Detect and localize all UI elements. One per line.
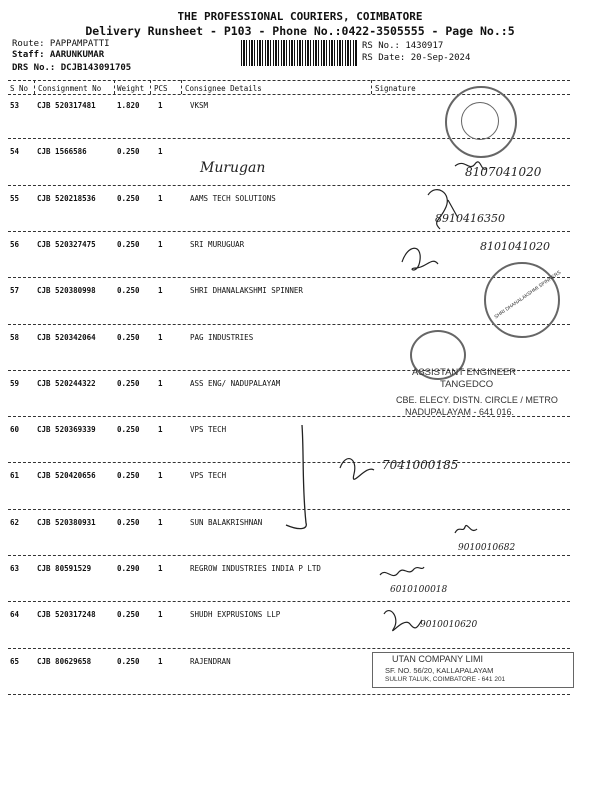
row-weight: 0.250	[117, 194, 140, 203]
row-consignee: PAG INDUSTRIES	[190, 333, 254, 342]
row-consignment: CJB 1566586	[37, 147, 87, 156]
document-subtitle: Delivery Runsheet - P103 - Phone No.:0422-3505555 - Page No.:5	[85, 24, 515, 38]
row-consignee: SHRI DHANALAKSHMI SPINNER	[190, 286, 303, 295]
handwritten-phone-54: 8107041020	[465, 165, 542, 179]
row-consignment: CJB 80591529	[37, 564, 92, 573]
row-weight: 0.250	[117, 471, 140, 480]
row-consignment: CJB 520420656	[37, 471, 96, 480]
row-pcs: 1	[158, 471, 163, 480]
row-pcs: 1	[158, 518, 163, 527]
row-pcs: 1	[158, 425, 163, 434]
col-header-consignment: Consignment No	[38, 84, 102, 93]
col-header-consignee: Consignee Details	[185, 84, 262, 93]
row-consignee: SHUDH EXPRUSIONS LLP	[190, 610, 281, 619]
handwritten-phone-64: 9010010620	[420, 620, 478, 630]
row-consignment: CJB 520380931	[37, 518, 96, 527]
stamp-company-line2: SF. NO. 56/20, KALLAPALAYAM	[385, 666, 494, 675]
signature-61	[340, 459, 374, 480]
row-pcs: 1	[158, 101, 163, 110]
drs-number: DRS No.: DCJB143091705	[12, 63, 132, 73]
row-consignment: CJB 520317481	[37, 101, 96, 110]
col-header-sno: S No	[10, 84, 29, 93]
stamp-company-line1: UTAN COMPANY LIMI	[392, 654, 484, 664]
row-consignment: CJB 520342064	[37, 333, 96, 342]
row-weight: 0.250	[117, 657, 140, 666]
row-sno: 54	[10, 147, 20, 156]
row-consignment: CJB 80629658	[37, 657, 92, 666]
row-consignee: VKSM	[190, 101, 209, 110]
row-consignee: ASS ENG/ NADUPALAYAM	[190, 379, 281, 388]
row-sno: 56	[10, 240, 20, 249]
row-weight: 1.820	[117, 101, 140, 110]
handwritten-phone-55: 8910416350	[435, 212, 505, 225]
row-consignee: SUN BALAKRISHNAN	[190, 518, 263, 527]
row-consignment: CJB 520380998	[37, 286, 96, 295]
stamp-dhanalakshmi-text: SHRI DHANALAKSHMI SPINNERS	[493, 269, 563, 321]
row-sno: 63	[10, 564, 20, 573]
stamp-ae-line3: CBE. ELECY. DISTN. CIRCLE / METRO	[396, 395, 558, 405]
row-weight: 0.290	[117, 564, 140, 573]
stamp-company-line3: SULUR TALUK, COIMBATORE - 641 201	[385, 676, 506, 683]
row-pcs: 1	[158, 194, 163, 203]
row-pcs: 1	[158, 379, 163, 388]
row-weight: 0.250	[117, 379, 140, 388]
rs-number: RS No.: 1430917	[362, 41, 444, 51]
row-sno: 53	[10, 101, 20, 110]
handwritten-phone-56: 8101041020	[480, 240, 550, 253]
row-pcs: 1	[158, 333, 163, 342]
stamp-ae-line4: NADUPALAYAM - 641 016.	[405, 407, 515, 417]
row-sno: 60	[10, 425, 20, 434]
row-pcs: 1	[158, 286, 163, 295]
row-weight: 0.250	[117, 333, 140, 342]
handwritten-name-54: Murugan	[200, 160, 266, 176]
row-sno: 61	[10, 471, 20, 480]
handwritten-phone-62: 9010010682	[458, 543, 516, 553]
rs-date: RS Date: 20-Sep-2024	[362, 53, 471, 63]
row-consignment: CJB 520218536	[37, 194, 96, 203]
row-sno: 57	[10, 286, 20, 295]
row-pcs: 1	[158, 240, 163, 249]
row-sno: 64	[10, 610, 20, 619]
signature-56	[402, 248, 438, 270]
row-consignee: SRI MURUGUAR	[190, 240, 245, 249]
row-weight: 0.250	[117, 286, 140, 295]
row-consignee: RAJENDRAN	[190, 657, 231, 666]
row-pcs: 1	[158, 610, 163, 619]
signature-60	[286, 425, 306, 529]
signature-62	[455, 525, 477, 533]
row-consignee: AAMS TECH SOLUTIONS	[190, 194, 276, 203]
row-consignment: CJB 520369339	[37, 425, 96, 434]
col-header-pcs: PCS	[154, 84, 168, 93]
signature-55	[428, 190, 458, 229]
row-weight: 0.250	[117, 147, 140, 156]
row-sno: 58	[10, 333, 20, 342]
row-sno: 65	[10, 657, 20, 666]
handwritten-phone-63: 6010100018	[390, 585, 448, 595]
row-consignee: REGROW INDUSTRIES INDIA P LTD	[190, 564, 321, 573]
col-header-signature: Signature	[375, 84, 416, 93]
row-weight: 0.250	[117, 518, 140, 527]
signature-63	[380, 567, 424, 576]
row-pcs: 1	[158, 147, 163, 156]
row-sno: 59	[10, 379, 20, 388]
signature-54	[455, 162, 487, 169]
row-sno: 55	[10, 194, 20, 203]
row-consignee: VPS TECH	[190, 471, 227, 480]
row-weight: 0.250	[117, 425, 140, 434]
row-consignee: VPS TECH	[190, 425, 227, 434]
document-title: THE PROFESSIONAL COURIERS, COIMBATORE	[177, 10, 423, 23]
handwritten-phone-61: 7041000185	[382, 458, 459, 472]
row-consignment: CJB 520327475	[37, 240, 96, 249]
signature-64	[384, 611, 422, 631]
row-sno: 62	[10, 518, 20, 527]
row-consignment: CJB 520317248	[37, 610, 96, 619]
col-header-weight: Weight	[117, 84, 145, 93]
row-weight: 0.250	[117, 240, 140, 249]
row-weight: 0.250	[117, 610, 140, 619]
stamp-ae-line2: TANGEDCO	[440, 379, 494, 390]
staff-label: Staff: AARUNKUMAR	[12, 50, 105, 60]
route-label: Route: PAPPAMPATTI	[12, 39, 110, 49]
row-pcs: 1	[158, 564, 163, 573]
stamp-ae-line1: ASSISTANT ENGINEER	[412, 367, 517, 378]
row-pcs: 1	[158, 657, 163, 666]
row-consignment: CJB 520244322	[37, 379, 96, 388]
